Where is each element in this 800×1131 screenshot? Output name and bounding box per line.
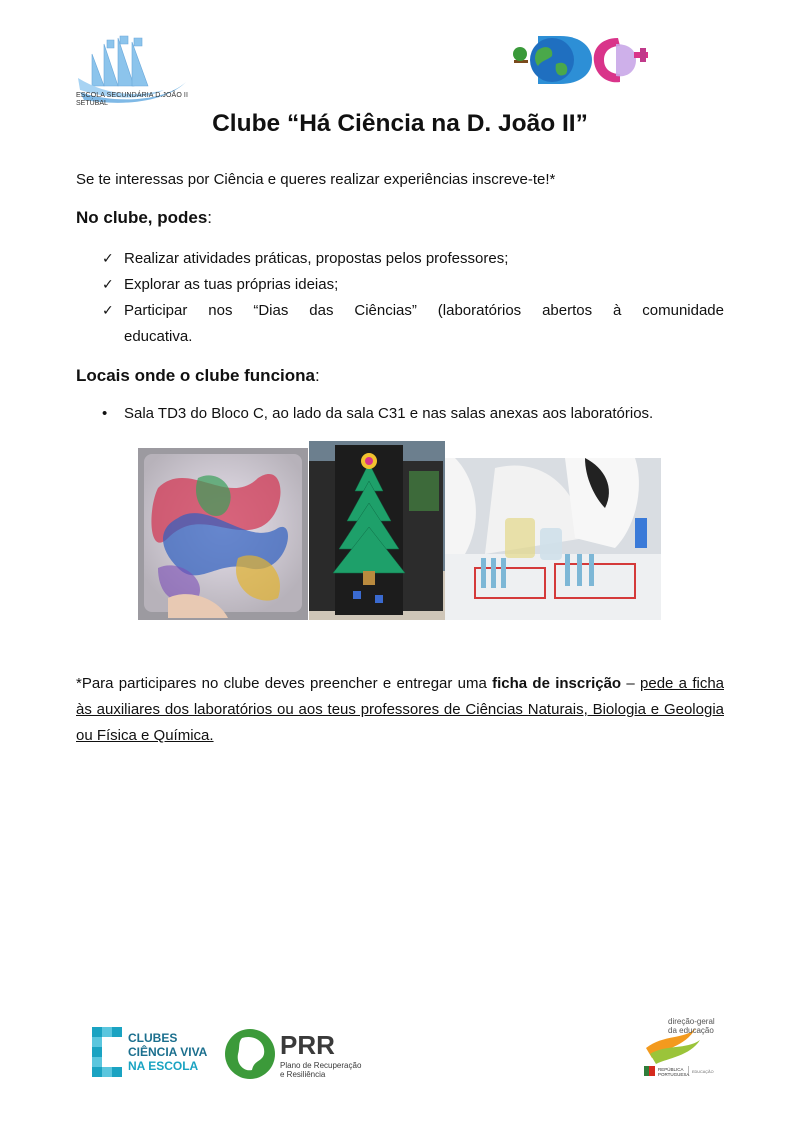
dge-edu: EDUCAÇÃO [692, 1070, 714, 1074]
list-item-text: Explorar as tuas próprias ideias; [124, 276, 339, 293]
intro-paragraph: Se te interessas por Ciência e queres realizar experiências inscreve-te!* [76, 171, 556, 188]
periodic-table-tree-photo [309, 441, 445, 620]
section-heading-locais [76, 366, 320, 386]
footnote-bold-text: ficha de inscrição [492, 675, 622, 692]
list-item-text: Sala TD3 do Bloco C, ao lado da sala C31 e nas salas anexas aos laboratórios. [124, 405, 654, 422]
ccv-line3: NA ESCOLA [128, 1059, 199, 1073]
list-item-text-continued: educativa. [124, 328, 193, 345]
prr-acronym: PRR [280, 1030, 335, 1060]
footnote-paragraph [76, 671, 724, 749]
section-heading-podes [76, 208, 212, 228]
locations-list [102, 405, 653, 422]
earth-flask-logo-icon [508, 30, 650, 88]
clubes-ciencia-viva-logo-icon [92, 1025, 212, 1081]
heading-text: No clube, podes [76, 208, 208, 227]
activities-list [102, 246, 724, 350]
dge-line2: da educação [668, 1026, 714, 1035]
list-item [102, 405, 653, 422]
list-item [102, 246, 724, 272]
heading-colon: : [207, 208, 213, 227]
prr-line1: Plano de Recuperação [280, 1061, 362, 1070]
dge-republica-portuguesa-logo-icon [644, 1014, 726, 1080]
dge-rep1: REPÚBLICA [658, 1067, 684, 1072]
list-item [102, 272, 724, 298]
heading-text: Locais onde o clube funciona [76, 366, 315, 385]
school-name-line2: SETÚBAL [76, 100, 108, 107]
ccv-line1: CLUBES [128, 1031, 178, 1045]
dge-line1: direção-geral [668, 1017, 715, 1026]
list-item [102, 298, 724, 350]
prr-line2: e Resiliência [280, 1070, 326, 1079]
marbled-milk-experiment-photo [138, 448, 308, 620]
checkmark-icon: ✓ [102, 251, 114, 267]
ccv-line2: CIÊNCIA VIVA [128, 1045, 208, 1059]
school-name-line1: ESCOLA SECUNDÁRIA D.JOÃO II [76, 92, 189, 99]
list-item-text: Realizar atividades práticas, propostas pelos professores; [124, 250, 509, 267]
bullet-icon: • [102, 405, 108, 422]
footnote-underlined-text: pede a ficha às auxiliares dos laboratórios ou aos teus professores de Ciências Naturais, Biologia e Geologia ou Física e Química. [76, 675, 724, 744]
checkmark-icon: ✓ [102, 277, 114, 293]
lab-students-photo [445, 458, 661, 620]
heading-colon: : [314, 366, 320, 385]
list-item-text: Participar nos “Dias das Ciências” (laboratórios abertos à comunidade [124, 302, 724, 319]
page-title: Clube “Há Ciência na D. João II” [212, 110, 588, 137]
checkmark-icon: ✓ [102, 303, 114, 319]
prr-logo-icon [224, 1026, 376, 1082]
dge-rep2: PORTUGUESA [658, 1072, 690, 1077]
footnote-dash: – [621, 675, 641, 692]
footnote-text: *Para participares no clube deves preencher e entregar uma [76, 675, 493, 692]
